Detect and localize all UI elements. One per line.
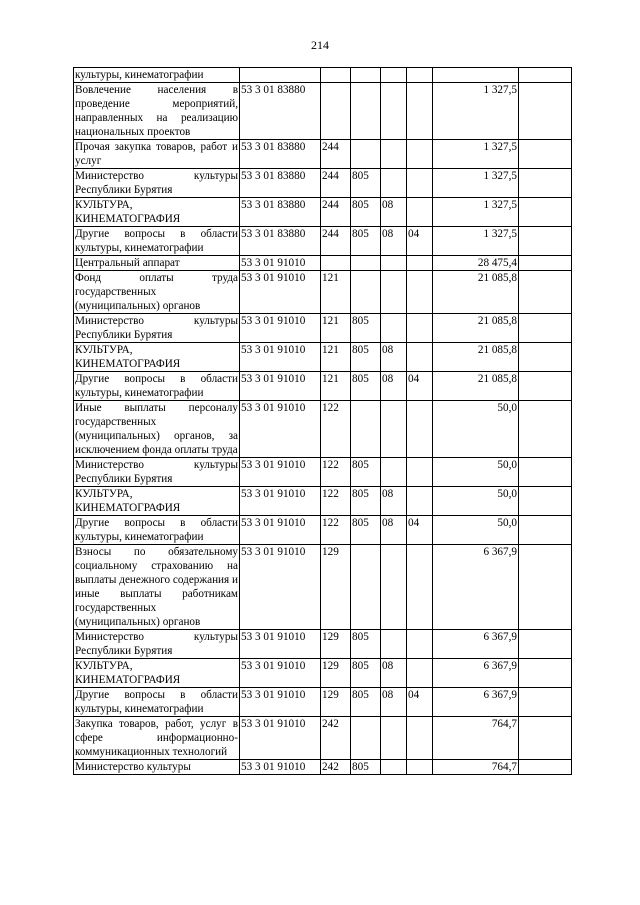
section-code-cell xyxy=(381,314,407,343)
table-row xyxy=(74,688,572,717)
table-row xyxy=(74,83,572,140)
extra-column-cell xyxy=(519,487,572,516)
subsection-code-cell: 04 xyxy=(407,372,433,401)
section-code-cell: 08 xyxy=(381,343,407,372)
expense-type-code-cell xyxy=(321,83,351,140)
subsection-code-cell: 04 xyxy=(407,227,433,256)
target-article-code-cell xyxy=(240,68,321,83)
subsection-code-cell xyxy=(407,169,433,198)
section-code-cell xyxy=(381,271,407,314)
row-description-cell: КУЛЬТУРА, КИНЕМАТОГРАФИЯ xyxy=(74,659,240,688)
row-description-cell: Другие вопросы в области культуры, кинематографии xyxy=(75,689,238,715)
section-code-cell xyxy=(381,760,407,775)
target-article-code-cell: 53 3 01 83880 xyxy=(240,169,321,198)
expense-type-code-cell: 129 xyxy=(321,659,351,688)
extra-column-cell xyxy=(519,271,572,314)
subsection-code-cell xyxy=(407,140,433,169)
department-code-cell: 805 xyxy=(351,198,381,227)
expense-type-code-cell: 129 xyxy=(321,630,351,659)
amount-cell: 6 367,9 xyxy=(433,688,519,717)
row-description-cell: Министерство культуры Республики Бурятия xyxy=(75,459,238,485)
target-article-code-cell: 53 3 01 83880 xyxy=(240,140,321,169)
department-code-cell: 805 xyxy=(351,458,381,487)
extra-column-cell xyxy=(519,401,572,458)
section-code-cell: 08 xyxy=(381,688,407,717)
extra-column-cell xyxy=(519,227,572,256)
extra-column-cell xyxy=(519,256,572,271)
amount-cell: 1 327,5 xyxy=(433,169,519,198)
extra-column-cell xyxy=(519,688,572,717)
amount-cell xyxy=(433,68,519,83)
amount-cell: 50,0 xyxy=(433,401,519,458)
subsection-code-cell xyxy=(407,630,433,659)
target-article-code-cell: 53 3 01 91010 xyxy=(240,256,321,271)
table-row xyxy=(74,227,572,256)
expense-type-code-cell: 121 xyxy=(321,343,351,372)
subsection-code-cell xyxy=(407,487,433,516)
department-code-cell: 805 xyxy=(351,688,381,717)
target-article-code-cell: 53 3 01 91010 xyxy=(240,717,321,760)
expense-type-code-cell: 129 xyxy=(321,545,351,630)
expense-type-code-cell: 244 xyxy=(321,198,351,227)
table-row xyxy=(74,717,572,760)
expense-type-code-cell: 242 xyxy=(321,717,351,760)
department-code-cell: 805 xyxy=(351,487,381,516)
table-row xyxy=(74,271,572,314)
table-row xyxy=(74,256,572,271)
section-code-cell xyxy=(381,401,407,458)
subsection-code-cell xyxy=(407,659,433,688)
row-description-cell: Фонд оплаты труда государственных (муниципальных) органов xyxy=(75,272,238,312)
department-code-cell: 805 xyxy=(351,227,381,256)
amount-cell: 21 085,8 xyxy=(433,271,519,314)
extra-column-cell xyxy=(519,68,572,83)
extra-column-cell xyxy=(519,458,572,487)
subsection-code-cell xyxy=(407,314,433,343)
table-row xyxy=(74,169,572,198)
target-article-code-cell: 53 3 01 91010 xyxy=(240,760,321,775)
extra-column-cell xyxy=(519,516,572,545)
table-row xyxy=(74,545,572,630)
amount-cell: 764,7 xyxy=(433,760,519,775)
section-code-cell xyxy=(381,83,407,140)
department-code-cell xyxy=(351,271,381,314)
department-code-cell: 805 xyxy=(351,659,381,688)
target-article-code-cell: 53 3 01 91010 xyxy=(240,458,321,487)
department-code-cell: 805 xyxy=(351,314,381,343)
amount-cell: 1 327,5 xyxy=(433,140,519,169)
table-row xyxy=(74,659,572,688)
row-description-cell: Министерство культуры xyxy=(74,760,240,775)
expense-type-code-cell: 121 xyxy=(321,372,351,401)
extra-column-cell xyxy=(519,343,572,372)
extra-column-cell xyxy=(519,198,572,227)
subsection-code-cell: 04 xyxy=(407,688,433,717)
extra-column-cell xyxy=(519,659,572,688)
department-code-cell: 805 xyxy=(351,516,381,545)
table-row xyxy=(74,760,572,775)
extra-column-cell xyxy=(519,372,572,401)
amount-cell: 50,0 xyxy=(433,516,519,545)
subsection-code-cell xyxy=(407,198,433,227)
table-row xyxy=(74,140,572,169)
expense-type-code-cell: 122 xyxy=(321,401,351,458)
target-article-code-cell: 53 3 01 91010 xyxy=(240,401,321,458)
row-description-cell: Другие вопросы в области культуры, кинематографии xyxy=(75,228,238,254)
target-article-code-cell: 53 3 01 83880 xyxy=(240,83,321,140)
row-description-cell: Прочая закупка товаров, работ и услуг xyxy=(75,141,238,167)
amount-cell: 764,7 xyxy=(433,717,519,760)
expense-type-code-cell xyxy=(321,68,351,83)
amount-cell: 28 475,4 xyxy=(433,256,519,271)
table-row xyxy=(74,458,572,487)
department-code-cell: 805 xyxy=(351,343,381,372)
row-description-cell: Центральный аппарат xyxy=(74,256,240,271)
department-code-cell: 805 xyxy=(351,169,381,198)
table-row xyxy=(74,314,572,343)
expense-type-code-cell: 121 xyxy=(321,271,351,314)
target-article-code-cell: 53 3 01 91010 xyxy=(240,659,321,688)
department-code-cell xyxy=(351,717,381,760)
target-article-code-cell: 53 3 01 91010 xyxy=(240,271,321,314)
extra-column-cell xyxy=(519,83,572,140)
amount-cell: 50,0 xyxy=(433,487,519,516)
section-code-cell xyxy=(381,545,407,630)
row-description-cell: Иные выплаты персоналу государственных (муниципальных) органов, за исключением фонда оплаты труда xyxy=(75,402,238,456)
extra-column-cell xyxy=(519,545,572,630)
target-article-code-cell: 53 3 01 91010 xyxy=(240,314,321,343)
target-article-code-cell: 53 3 01 91010 xyxy=(240,372,321,401)
amount-cell: 21 085,8 xyxy=(433,372,519,401)
row-description-cell: Взносы по обязательному социальному страхованию на выплаты денежного содержания и иные выплаты работникам государственных (муниципальных) органов xyxy=(75,546,238,628)
amount-cell: 1 327,5 xyxy=(433,83,519,140)
section-code-cell xyxy=(381,256,407,271)
department-code-cell xyxy=(351,401,381,458)
expense-type-code-cell: 122 xyxy=(321,458,351,487)
table-row xyxy=(74,198,572,227)
section-code-cell xyxy=(381,169,407,198)
table-row xyxy=(74,630,572,659)
department-code-cell xyxy=(351,68,381,83)
table-row xyxy=(74,343,572,372)
department-code-cell: 805 xyxy=(351,630,381,659)
extra-column-cell xyxy=(519,760,572,775)
subsection-code-cell xyxy=(407,68,433,83)
table-row xyxy=(74,68,572,83)
subsection-code-cell xyxy=(407,458,433,487)
expense-type-code-cell: 242 xyxy=(321,760,351,775)
subsection-code-cell xyxy=(407,83,433,140)
expense-type-code-cell: 244 xyxy=(321,227,351,256)
row-description-cell: Другие вопросы в области культуры, кинематографии xyxy=(75,517,238,543)
amount-cell: 21 085,8 xyxy=(433,343,519,372)
target-article-code-cell: 53 3 01 91010 xyxy=(240,487,321,516)
expense-type-code-cell: 122 xyxy=(321,516,351,545)
expense-type-code-cell xyxy=(321,256,351,271)
amount-cell: 1 327,5 xyxy=(433,227,519,256)
expense-type-code-cell: 244 xyxy=(321,169,351,198)
expense-type-code-cell: 244 xyxy=(321,140,351,169)
subsection-code-cell xyxy=(407,545,433,630)
extra-column-cell xyxy=(519,314,572,343)
row-description-cell: Вовлечение населения в проведение мероприятий, направленных на реализацию национальных проектов xyxy=(75,84,238,138)
subsection-code-cell xyxy=(407,256,433,271)
amount-cell: 50,0 xyxy=(433,458,519,487)
page-number: 214 xyxy=(311,38,329,52)
subsection-code-cell xyxy=(407,760,433,775)
row-description-cell: культуры, кинематографии xyxy=(74,68,240,83)
subsection-code-cell: 04 xyxy=(407,516,433,545)
row-description-cell: Закупка товаров, работ, услуг в сфере информационно-коммуникационных технологий xyxy=(75,718,238,758)
expense-type-code-cell: 122 xyxy=(321,487,351,516)
row-description-cell: Министерство культуры Республики Бурятия xyxy=(75,170,238,196)
section-code-cell xyxy=(381,630,407,659)
extra-column-cell xyxy=(519,140,572,169)
table-row xyxy=(74,401,572,458)
target-article-code-cell: 53 3 01 91010 xyxy=(240,516,321,545)
department-code-cell xyxy=(351,545,381,630)
amount-cell: 6 367,9 xyxy=(433,630,519,659)
target-article-code-cell: 53 3 01 83880 xyxy=(240,227,321,256)
subsection-code-cell xyxy=(407,343,433,372)
table-row xyxy=(74,487,572,516)
target-article-code-cell: 53 3 01 91010 xyxy=(240,688,321,717)
table-row xyxy=(74,372,572,401)
amount-cell: 6 367,9 xyxy=(433,659,519,688)
department-code-cell xyxy=(351,140,381,169)
department-code-cell: 805 xyxy=(351,372,381,401)
subsection-code-cell xyxy=(407,717,433,760)
subsection-code-cell xyxy=(407,401,433,458)
amount-cell: 1 327,5 xyxy=(433,198,519,227)
amount-cell: 6 367,9 xyxy=(433,545,519,630)
extra-column-cell xyxy=(519,169,572,198)
row-description-cell: КУЛЬТУРА, КИНЕМАТОГРАФИЯ xyxy=(74,198,240,227)
row-description-cell: Другие вопросы в области культуры, кинематографии xyxy=(75,373,238,399)
section-code-cell xyxy=(381,717,407,760)
row-description-cell: Министерство культуры Республики Бурятия xyxy=(75,315,238,341)
target-article-code-cell: 53 3 01 91010 xyxy=(240,343,321,372)
extra-column-cell xyxy=(519,717,572,760)
table-row xyxy=(74,516,572,545)
extra-column-cell xyxy=(519,630,572,659)
section-code-cell: 08 xyxy=(381,227,407,256)
target-article-code-cell: 53 3 01 91010 xyxy=(240,545,321,630)
section-code-cell xyxy=(381,140,407,169)
department-code-cell xyxy=(351,256,381,271)
section-code-cell: 08 xyxy=(381,516,407,545)
target-article-code-cell: 53 3 01 91010 xyxy=(240,630,321,659)
target-article-code-cell: 53 3 01 83880 xyxy=(240,198,321,227)
row-description-cell: КУЛЬТУРА, КИНЕМАТОГРАФИЯ xyxy=(74,343,240,372)
section-code-cell xyxy=(381,68,407,83)
section-code-cell: 08 xyxy=(381,198,407,227)
section-code-cell: 08 xyxy=(381,372,407,401)
expense-type-code-cell: 129 xyxy=(321,688,351,717)
budget-table xyxy=(73,67,572,775)
section-code-cell xyxy=(381,458,407,487)
row-description-cell: КУЛЬТУРА, КИНЕМАТОГРАФИЯ xyxy=(74,487,240,516)
department-code-cell xyxy=(351,83,381,140)
section-code-cell: 08 xyxy=(381,487,407,516)
subsection-code-cell xyxy=(407,271,433,314)
department-code-cell: 805 xyxy=(351,760,381,775)
row-description-cell: Министерство культуры Республики Бурятия xyxy=(75,631,238,657)
expense-type-code-cell: 121 xyxy=(321,314,351,343)
amount-cell: 21 085,8 xyxy=(433,314,519,343)
section-code-cell: 08 xyxy=(381,659,407,688)
